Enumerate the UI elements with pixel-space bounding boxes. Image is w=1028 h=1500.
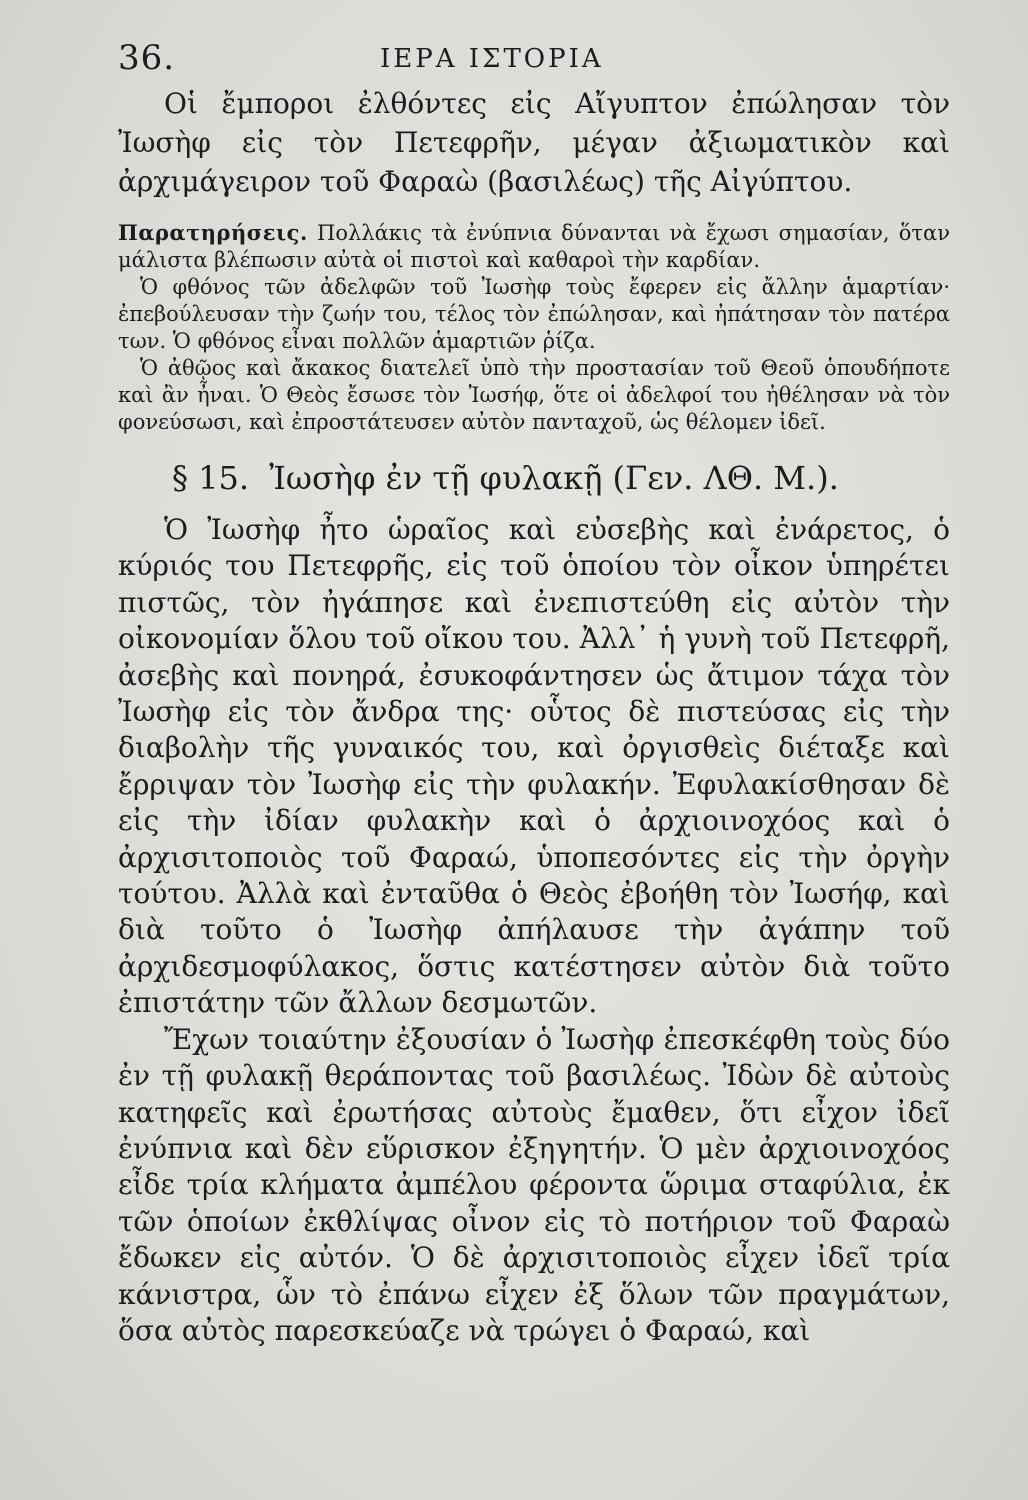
page-content: [118, 84, 950, 1349]
notes-text: Πολλάκις τὰ ἐνύπνια δύνανται νὰ ἔχωσι σημασίαν, ὅταν μάλιστα βλέπωσιν αὐτὰ οἱ πιστοὶ καὶ καθαροὶ τὴν καρδίαν.: [118, 221, 950, 272]
page-header: [118, 38, 918, 88]
section-heading: [118, 458, 950, 498]
body-paragraph: Ὁ Ἰωσὴφ ἦτο ὡραῖος καὶ εὐσεβὴς καὶ ἐνάρετος, ὁ κύριός του Πετεφρῆς, εἰς τοῦ ὁποίου τὸν οἶκον ὑπηρέτει πιστῶς, τὸν ἠγάπησε καὶ ἐνεπιστεύθη εἰς αὐτὸν τὴν οἰκονομίαν ὅλου τοῦ οἴκου του. Ἀλλ᾽ ἡ γυνὴ τοῦ Πετεφρῆ, ἀσεβὴς καὶ πονηρά, ἐσυκοφάντησεν ὡς ἄτιμον τάχα τὸν Ἰωσὴφ εἰς τὸν ἄνδρα της· οὗτος δὲ πιστεύσας εἰς τὴν διαβολὴν τῆς γυναικός του, καὶ ὀργισθεὶς διέταξε καὶ ἔρριψαν τὸν Ἰωσὴφ εἰς τὴν φυλακήν. Ἐφυλακίσθησαν δὲ εἰς τὴν ἰδίαν φυλακὴν καὶ ὁ ἀρχιοινοχόος καὶ ὁ ἀρχισιτοποιὸς τοῦ Φαραώ, ὑποπεσόντες εἰς τὴν ὀργὴν τούτου. Ἀλλὰ καὶ ἐνταῦθα ὁ Θεὸς ἐβοήθη τὸν Ἰωσήφ, καὶ διὰ τοῦτο ὁ Ἰωσὴφ ἀπήλαυσε τὴν ἀγάπην τοῦ ἀρχιδεσμοφύλακος, ὅστις κατέστησεν αὐτὸν διὰ τοῦτο ἐπιστάτην τῶν ἄλλων δεσμωτῶν.: [118, 513, 950, 1020]
notes-paragraph: Ὁ ἀθῷος καὶ ἄκακος διατελεῖ ὑπὸ τὴν προστασίαν τοῦ Θεοῦ ὁπουδήποτε καὶ ἂν ἦναι. Ὁ Θεὸς ἔσωσε τὸν Ἰωσήφ, ὅτε οἱ ἀδελφοί του ἠθέλησαν νὰ τὸν φονεύσωσι, καὶ ἐπροστάτευσεν αὐτὸν πανταχοῦ, ὡς θέλομεν ἰδεῖ.: [118, 356, 950, 434]
section-number: § 15.: [172, 459, 250, 497]
body-paragraph: Ἔχων τοιαύτην ἐξουσίαν ὁ Ἰωσὴφ ἐπεσκέφθη τοὺς δύο ἐν τῇ φυλακῇ θεράποντας τοῦ βασιλέως. Ἰδὼν δὲ αὐτοὺς κατηφεῖς καὶ ἐρωτήσας αὐτοὺς ἔμαθεν, ὅτι εἶχον ἰδεῖ ἐνύπνια καὶ δὲν εὕρισκον ἐξηγητήν. Ὁ μὲν ἀρχιοινοχόος εἶδε τρία κλήματα ἀμπέλου φέροντα ὥριμα σταφύλια, ἐκ τῶν ὁποίων ἐκθλίψας οἶνον εἰς τὸ ποτήριον τοῦ Φαραὼ ἔδωκεν εἰς αὐτόν. Ὁ δὲ ἀρχισιτοποιὸς εἶχεν ἰδεῖ τρία κάνιστρα, ὧν τὸ ἐπάνω εἶχεν ἐξ ὅλων τῶν πραγμάτων, ὅσα αὐτὸς παρεσκεύαζε νὰ τρώγει ὁ Φαραώ, καὶ: [118, 1022, 950, 1347]
notes-paragraph: Ὁ φθόνος τῶν ἀδελφῶν τοῦ Ἰωσὴφ τοὺς ἔφερεν εἰς ἄλλην ἁμαρτίαν· ἐπεβούλευσαν τὴν ζωήν του, τέλος τὸν ἐπώλησαν, καὶ ἠπάτησαν τὸν πατέρα των. Ὁ φθόνος εἶναι πολλῶν ἁμαρτιῶν ῥίζα.: [118, 275, 950, 353]
intro-paragraph: Οἱ ἔμποροι ἐλθόντες εἰς Αἴγυπτον ἐπώλησαν τὸν Ἰωσὴφ εἰς τὸν Πετεφρῆν, μέγαν ἀξιωματικὸν καὶ ἀρχιμάγειρον τοῦ Φαραὼ (βασιλέως) τῆς Αἰγύπτου.: [118, 87, 950, 198]
notes-block: [118, 219, 950, 436]
page-number: 36.: [118, 38, 176, 78]
running-title: ΙΕΡΑ ΙΣΤΟΡΙΑ: [380, 44, 604, 74]
body-text: [118, 512, 950, 1349]
notes-paragraph: [118, 219, 950, 274]
notes-label: Παρατηρήσεις.: [118, 220, 308, 245]
section-title: Ἰωσὴφ ἐν τῇ φυλακῇ (Γεν. ΛΘ. Μ.).: [269, 459, 839, 497]
